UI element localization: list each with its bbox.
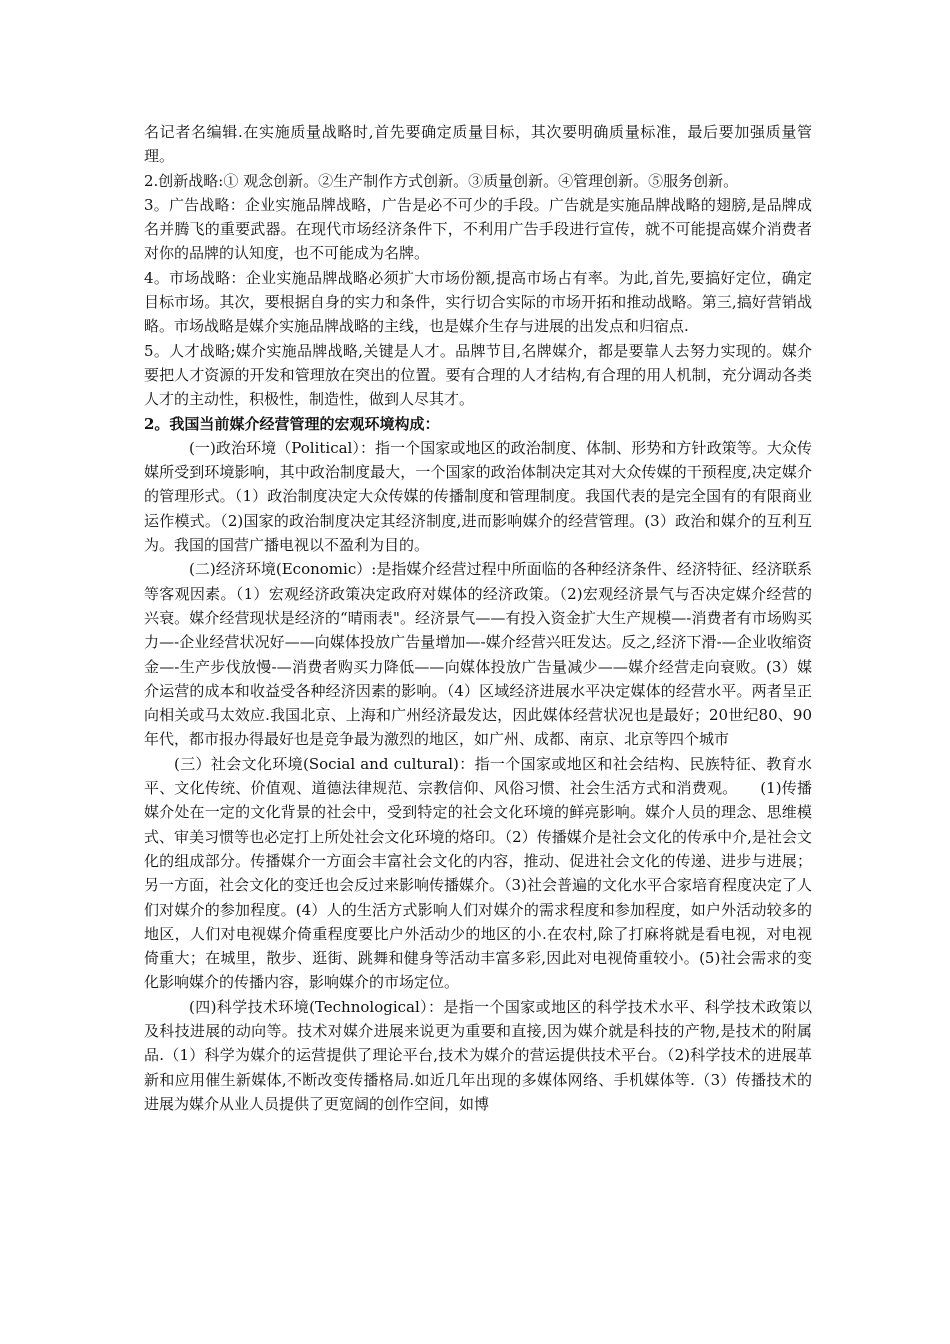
paragraph-political-environment: (一)政治环境（Political）：指一个国家或地区的政治制度、体制、形势和方针政策等。大众传媒所受到环境影响，其中政治制度最大，一个国家的政治体制决定其对大众传媒的干预程度,决定媒介的管理形式。（1）政治制度决定大众传媒的传播制度和管理制度。我国代表的是完全国有的有限商业运作模式。（2)国家的政治制度决定其经济制度,进而影响媒介的经营管理。(3）政治和媒介的互利互为。我国的国营广播电视以不盈利为目的。 [144, 438, 812, 555]
paragraph-innovation-strategy: 2.创新战略:① 观念创新。②生产制作方式创新。③质量创新。④管理创新。⑤服务创新。 [144, 171, 739, 190]
paragraph-social-cultural-environment: (三）社会文化环境(Social and cultural)：指一个国家或地区和社会结构、民族特征、教育水平、文化传统、价值观、道德法律规范、宗教信仰、风俗习惯、社会生活方式和消费观。 (1)传播媒介处在一定的文化背景的社会中，受到特定的社会文化环境的鲜亮影响。媒介人员的理念、思维模式、审美习惯等也必定打上所处社会文化环境的烙印。（2）传播媒介是社会文化的传承中介,是社会文化的组成部分。传播媒介一方面会丰富社会文化的内容，推动、促进社会文化的传递、进步与进展；另一方面，社会文化的变迁也会反过来影响传播媒介。（3)社会普遍的文化水平合家培育程度决定了人们对媒介的参加程度。(4）人的生活方式影响人们对媒介的需求程度和参加程度，如户外活动较多的地区，人们对电视媒介倚重程度要比户外活动少的地区的小.在农村,除了打麻将就是看电视，对电视倚重大；在城里，散步、逛街、跳舞和健身等活动丰富多彩,因此对电视倚重较小。(5)社会需求的变化影响媒介的传播内容，影响媒介的市场定位。 [144, 754, 812, 992]
paragraph-advertising-strategy: 3。广告战略：企业实施品牌战略，广告是必不可少的手段。广告就是实施品牌战略的翅膀,是品牌成名并腾飞的重要武器。在现代市场经济条件下，不利用广告手段进行宣传，就不可能提高媒介消费者对你的品牌的认知度，也不可能成为名牌。 [144, 195, 812, 263]
paragraph-economic-environment: (二)经济环境(Economic）:是指媒介经营过程中所面临的各种经济条件、经济特征、经济联系等客观因素。（1）宏观经济政策决定政府对媒体的经济政策。（2)宏观经济景气与否决定媒介经营的兴衰。媒介经营现状是经济的“晴雨表"。经济景气——有投入资金扩大生产规模—-消费者有市场购买力—-企业经营状况好——向媒体投放广告量增加—-媒介经营兴旺发达。反之,经济下滑-—企业收缩资金—-生产步伐放慢-—消费者购买力降低——向媒体投放广告量减少——媒介经营走向衰败。(3）媒介运营的成本和收益受各种经济因素的影响。（4）区域经济进展水平决定媒体的经营水平。两者呈正向相关或马太效应.我国北京、上海和广州经济最发达，因此媒体经营状况也是最好；20世纪80、90年代，都市报办得最好也是竞争最为激烈的地区，如广州、成都、南京、北京等四个城市 [144, 560, 812, 749]
section-heading-macro-environment: 2。我国当前媒介经营管理的宏观环境构成： [144, 414, 440, 433]
document-page [144, 120, 812, 1116]
paragraph-talent-strategy: 5。人才战略;媒介实施品牌战略,关键是人才。品牌节目,名牌媒介，都是要靠人去努力实现的。媒介要把人才资源的开发和管理放在突出的位置。要有合理的人才结构,有合理的用人机制，充分调动各类人才的主动性，积极性，制造性，做到人尽其才。 [144, 341, 812, 409]
paragraph-market-strategy: 4。市场战略：企业实施品牌战略必须扩大市场份额,提高市场占有率。为此,首先,要搞好定位，确定目标市场。其次，要根据自身的实力和条件，实行切合实际的市场开拓和推动战略。第三,搞好营销战略。市场战略是媒介实施品牌战略的主线，也是媒介生存与进展的出发点和归宿点. [144, 268, 812, 336]
paragraph-technological-environment: (四)科学技术环境(Technological）：是指一个国家或地区的科学技术水平、科学技术政策以及科技进展的动向等。技术对媒介进展来说更为重要和直接,因为媒介就是科技的产物,是技术的附属品.（1）科学为媒介的运营提供了理论平台,技术为媒介的营运提供技术平台。（2)科学技术的进展革新和应用催生新媒体,不断改变传播格局.如近几年出现的多媒体网络、手机媒体等.（3）传播技术的进展为媒介从业人员提供了更宽阔的创作空间，如博 [144, 997, 812, 1113]
paragraph-quality-strategy-end: 名记者名编辑.在实施质量战略时,首先要确定质量目标，其次要明确质量标准，最后要加强质量管理。 [144, 123, 812, 166]
